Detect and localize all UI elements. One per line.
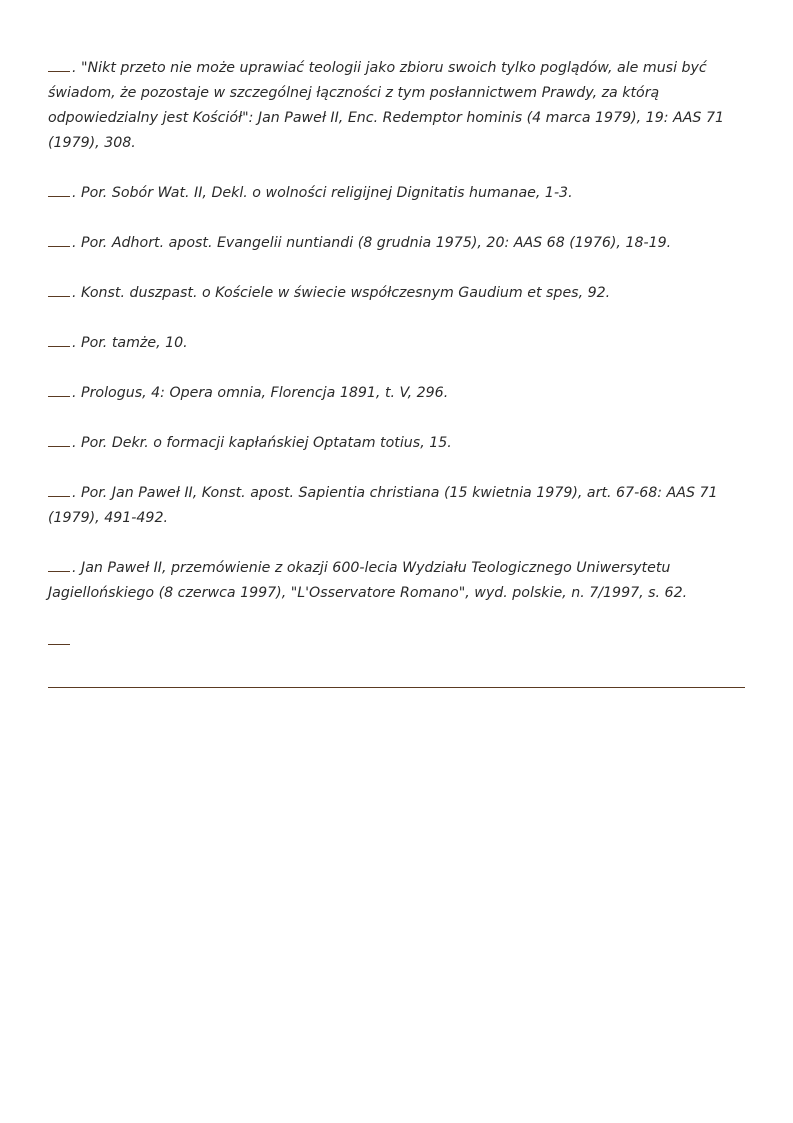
footnote-text: Konst. duszpast. o Kościele w świecie współczesnym Gaudium et spes, 92. (81, 285, 611, 301)
footnote-backlink[interactable] (48, 382, 70, 397)
footnote-separator: . (72, 435, 82, 451)
footnote (48, 331, 738, 356)
footnote (48, 381, 738, 406)
footnote-backlink[interactable] (48, 482, 70, 497)
footnote (48, 481, 738, 531)
footnote-backlink[interactable] (48, 232, 70, 247)
footnote-text: Por. Adhort. apost. Evangelii nuntiandi (8 grudnia 1975), 20: AAS 68 (1976), 18-19. (81, 235, 672, 251)
footnote-text: Prologus, 4: Opera omnia, Florencja 1891, t. V, 296. (81, 385, 449, 401)
footnote-backlink[interactable] (48, 432, 70, 447)
footnote-backlink[interactable] (48, 557, 70, 572)
footnote-text: Por. Sobór Wat. II, Dekl. o wolności religijnej Dignitatis humanae, 1-3. (81, 185, 573, 201)
footnote-separator: . (72, 485, 82, 501)
footnote-backlink[interactable] (48, 182, 70, 197)
footnote-text: Por. Jan Paweł II, Konst. apost. Sapientia christiana (15 kwietnia 1979), art. 67-68: AAS 71 (1979), 491-492. (48, 485, 718, 526)
footnote-text: "Nikt przeto nie może uprawiać teologii jako zbioru swoich tylko poglądów, ale musi być świadom, że pozostaje w szczególnej łączności z tym posłannictwem Prawdy, za którą odpowiedzialny jest Kościół": Jan Paweł II, Enc. Redemptor hominis (4 marca 1979), 19: AAS 71 (1979), 308. (48, 60, 725, 151)
footnote (48, 56, 738, 156)
footnote (48, 556, 738, 606)
footnote-separator: . (72, 285, 82, 301)
footnote-separator: . (72, 235, 82, 251)
footnote-text: Jan Paweł II, przemówienie z okazji 600-lecia Wydziału Teologicznego Uniwersytetu Jagiellońskiego (8 czerwca 1997), "L'Osservatore Romano", wyd. polskie, n. 7/1997, s. 62. (48, 560, 688, 601)
footnote-text: Por. Dekr. o formacji kapłańskiej Optatam totius, 15. (81, 435, 452, 451)
footnote-separator: . (72, 60, 82, 76)
footnote-separator: . (72, 385, 82, 401)
page-divider (48, 687, 745, 688)
footnote-backlink[interactable] (48, 631, 70, 645)
footnote-backlink[interactable] (48, 332, 70, 347)
footnote-text: Por. tamże, 10. (81, 335, 188, 351)
footnotes-list (48, 56, 738, 645)
footnote (48, 431, 738, 456)
footnote-separator: . (72, 185, 82, 201)
footnote-backlink[interactable] (48, 57, 70, 72)
footnote-separator: . (72, 335, 82, 351)
footnote (48, 281, 738, 306)
footnote (48, 231, 738, 256)
footnote-backlink[interactable] (48, 282, 70, 297)
footnote (48, 181, 738, 206)
footnote-separator: . (72, 560, 82, 576)
